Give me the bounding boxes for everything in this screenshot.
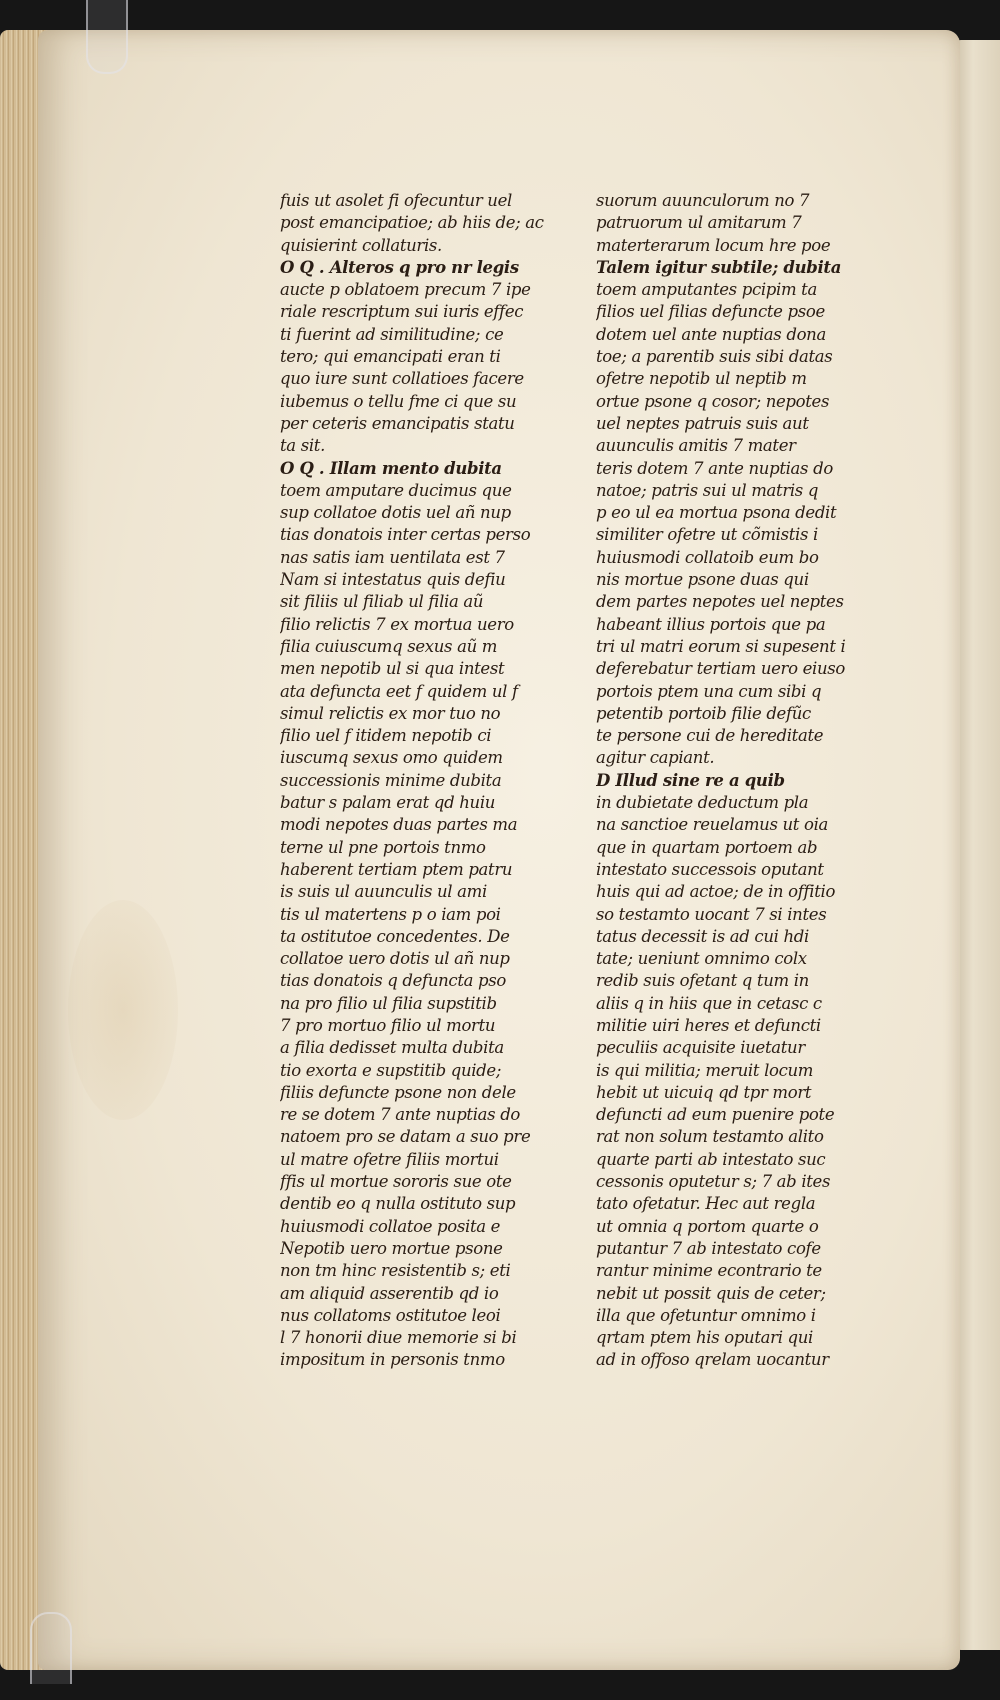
text-line: dem partes nepotes uel neptes [596,592,844,613]
text-line: filio uel f itidem nepotib ci [280,726,492,747]
text-line: D Illud sine re a quib [596,770,785,791]
text-line: sit filiis ul filiab ul filia aũ [280,592,484,613]
text-line: quarte parti ab intestato suc [596,1149,826,1170]
text-line: aucte p oblatoem precum 7 ipe [280,280,531,301]
text-line: illa que ofetuntur omnimo i [596,1305,816,1326]
text-line: is suis ul auunculis ul ami [280,882,487,903]
text-line: tias donatois inter certas perso [280,525,531,546]
text-line: rantur minime econtrario te [596,1261,822,1282]
text-line: que in quartam portoem ab [596,837,818,858]
text-line: l 7 honorii diue memorie si bi [280,1328,517,1349]
text-line: terne ul pne portois tnmo [280,837,486,858]
text-line: O Q . Illam mento dubita [280,458,502,479]
text-line: materterarum locum hre poe [596,235,831,256]
text-line: deferebatur tertiam uero eiuso [596,659,846,680]
text-line: haberent tertiam ptem patru [280,859,513,880]
text-line: defuncti ad eum puenire pote [596,1105,835,1126]
text-line: filia cuiuscumq sexus aũ m [280,636,498,657]
text-line: O Q . Alteros q pro nr legis [280,257,519,278]
text-line: petentib portoib filie defũc [596,703,811,724]
text-line: quo iure sunt collatioes facere [280,369,524,390]
facing-page-edge [955,40,1000,1650]
text-line: tero; qui emancipati eran ti [280,347,501,368]
text-line: rat non solum testamto alito [596,1127,824,1148]
text-line: ta ostitutoe concedentes. De [280,926,510,947]
text-line: men nepotib ul si qua intest [280,659,505,680]
text-line: tis ul matertens p o iam poi [280,904,501,925]
text-line: in dubietate deductum pla [596,793,809,814]
text-line: dotem uel ante nuptias dona [596,324,826,345]
text-line: filiis defuncte psone non dele [280,1082,516,1103]
book-clip-top-icon [86,0,128,74]
text-line: tio exorta e supstitib quide; [280,1060,502,1081]
text-line: te persone cui de hereditate [596,726,824,747]
text-line: Nepotib uero mortue psone [280,1238,503,1259]
text-column-left [280,190,570,1372]
text-line: dentib eo q nulla ostituto sup [280,1194,516,1215]
text-line: iuscumq sexus omo quidem [280,748,503,769]
text-line: successionis minime dubita [280,770,502,791]
text-line: fuis ut asolet fi ofecuntur uel [280,191,512,211]
text-line: a filia dedisset multa dubita [280,1038,504,1059]
text-line: sup collatoe dotis uel añ nup [280,503,511,524]
text-line: nus collatoms ostitutoe leoi [280,1305,501,1326]
text-line: ut omnia q portom quarte o [596,1216,819,1237]
text-line: nebit ut possit quis de ceter; [596,1283,826,1304]
text-line: agitur capiant. [596,748,715,769]
text-line: is qui militia; meruit locum [596,1060,814,1081]
text-line: suorum auunculorum no 7 [596,191,810,211]
text-line: toem amputare ducimus que [280,480,512,501]
text-line: patruorum ul amitarum 7 [596,213,802,234]
text-line: putantur 7 ab intestato cofe [596,1238,821,1259]
text-line: tatus decessit is ad cui hdi [596,926,809,947]
text-line: batur s palam erat qd huiu [280,793,496,814]
text-line: quisierint collaturis. [280,235,442,256]
text-line: redib suis ofetant q tum in [596,971,809,992]
text-line: toem amputantes pcipim ta [596,280,817,301]
text-line: 7 pro mortuo filio ul mortu [280,1015,496,1036]
text-line: huis qui ad actoe; de in offitio [596,882,836,903]
text-line: riale rescriptum sui iuris effec [280,302,524,323]
text-line: ad in offoso qrelam uocantur [596,1350,829,1371]
text-line: similiter ofetre ut cõmistis i [596,525,818,546]
text-line: tri ul matri eorum si supesent i [596,636,846,657]
text-line: ffis ul mortue sororis sue ote [280,1172,512,1193]
text-line: peculiis acquisite iuetatur [596,1038,805,1059]
text-line: filios uel filias defuncte psoe [596,302,825,323]
text-line: tato ofetatur. Hec aut regla [596,1194,816,1215]
text-line: portois ptem una cum sibi q [596,681,822,702]
text-line: na sanctioe reuelamus ut oia [596,815,829,836]
text-line: ofetre nepotib ul neptib m [596,369,807,390]
text-line: ul matre ofetre filiis mortui [280,1149,499,1170]
text-line: cessonis oputetur s; 7 ab ites [596,1172,831,1193]
text-line: intestato successois oputant [596,859,824,880]
text-line: qrtam ptem his oputari qui [596,1328,814,1349]
text-line: Talem igitur subtile; dubita [596,257,842,278]
text-line: post emancipatioe; ab hiis de; ac [280,213,544,234]
text-line: huiusmodi collatoib eum bo [596,547,819,568]
text-line: toe; a parentib suis sibi datas [596,347,833,368]
text-line: ta sit. [280,436,325,457]
text-line: teris dotem 7 ante nuptias do [596,458,833,479]
text-line: uel neptes patruis suis aut [596,413,809,434]
text-line: aliis q in hiis que in cetasc c [596,993,822,1014]
text-line: am aliquid asserentib qd io [280,1283,499,1304]
text-line: collatoe uero dotis ul añ nup [280,949,510,970]
water-stain [68,900,178,1120]
text-line: ata defuncta eet f quidem ul f [280,681,518,702]
text-line: hebit ut uicuiq qd tpr mort [596,1082,812,1103]
text-line: non tm hinc resistentib s; eti [280,1261,511,1282]
text-line: modi nepotes duas partes ma [280,815,518,836]
text-column-right [596,190,886,1372]
text-line: auunculis amitis 7 mater [596,436,796,457]
text-line: nis mortue psone duas qui [596,570,809,591]
text-line: ortue psone q cosor; nepotes [596,391,830,412]
text-line: impositum in personis tnmo [280,1350,505,1371]
text-line: tias donatois q defuncta pso [280,971,506,992]
text-line: huiusmodi collatoe posita e [280,1216,501,1237]
text-line: natoem pro se datam a suo pre [280,1127,531,1148]
text-line: iubemus o tellu fme ci que su [280,391,517,412]
text-line: na pro filio ul filia supstitib [280,993,497,1014]
text-line: p eo ul ea mortua psona dedit [596,503,837,524]
book-clip-bottom-icon [30,1612,72,1684]
text-line: tate; ueniunt omnimo colx [596,949,807,970]
text-line: ti fuerint ad similitudine; ce [280,324,504,345]
text-line: per ceteris emancipatis statu [280,413,515,434]
text-line: natoe; patris sui ul matris q [596,480,819,501]
text-line: filio relictis 7 ex mortua uero [280,614,514,635]
text-line: Nam si intestatus quis defiu [280,570,506,591]
text-line: re se dotem 7 ante nuptias do [280,1105,521,1126]
text-line: nas satis iam uentilata est 7 [280,547,505,568]
text-line: militie uiri heres et defuncti [596,1015,821,1036]
text-line: simul relictis ex mor tuo no [280,703,501,724]
text-line: habeant illius portois que pa [596,614,826,635]
text-line: so testamto uocant 7 si intes [596,904,827,925]
